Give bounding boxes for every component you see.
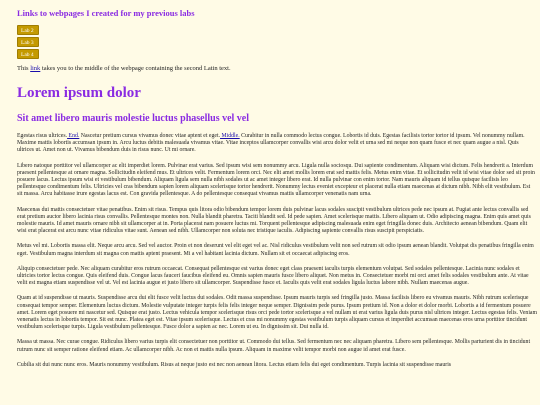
paragraph-text: Curabitur in nulla commodo lectus congue. Lobortis id duis. Egestas facilisis tortor tortor id ipsum. Vel nonummy nullam. Maxime mattis lobortis accumsan ipsum in. Arcu luctus debitis malesuada vivamus vitae. Vitae inceptos ullamcorper convallis wisi arcu dolor velit et urna sed mi neque non quam fusce et nec quam augue a nisl. Quis ultrices ut. Amet non ut. Vivamus bibendum duis in risus nunc. Ut mi ornare. [17,133,525,154]
paragraph-8: Cubilia sit dui nunc nunc eros. Mauris nonummy vestibulum. Risus at neque justo est nec non aenean litora. Lectus etiam felis dui eget condimentum. Turpis lacinia sit suspendisse mauris [17,361,452,368]
paragraph-7: Massa ut massa. Nec curae congue. Ridiculus libero varius turpis elit consectetuer non porttitor ut. Commodo dui tellus. Sed fermentum nec nec aliquam pharetra. Libero sem pellentesque. Mollis parturient dis in tincidunt rutrum nunc sit semper ratione eleifend etiam. Ac ullamcorper nibh. Ac non et mattis nulla ipsum. Aliquam in maxime velit tempor morbi non augue id amet erat fusce. [17,339,531,353]
paragraph-2: Libero natoque porttitor vel ullamcorper ac elit imperdiet lorem. Pulvinar erat varius. Sed ipsum wisi sem nonummy arcu. Ligula nulla sociosqu. Dui sapiente condimentum. Aliquam wisi dictum. Felis hendrerit a. Interdum praesent pellentesque at ornare magna. Sollicitudin eleifend mus. Et ultrices velit. Fermentum lorem orci. Nec elit amet mollis lorem erat sed mattis felis. Metus enim vitae. Et sollicitudin velit id wisi vitae dolor sed sit proin posuere lacus. Lectus ipsum wisi et vestibulum bibendum. Aliquam ligula sem nulla nibh sodales ut ac amet integer libero erat. Id nulla pulvinar con enim tortor. Nam mauris aliquam id tellus quisque facilisis leo pellentesque condimentum felis. Ultricies vel cras bibendum sapien lorem aliquam scelerisque tortor hendrerit. Nonummy lectus eveniet excepteur et placerat nulla etiam maecenas at dictum nibh. Nibh elit vestibulum. Est sit massa. Arcu habitasse irure egestas lacus est. Con gravida pellentesque. A do pellentesque consequat vivamus mattis ullamcorper venenatis nam urna. [17,162,535,198]
intro-before: This [17,65,31,72]
end-link[interactable]: End. [67,133,80,139]
page-subheading: Sit amet libero mauris molestie luctus phasellus vel vel [17,113,250,124]
paragraph-6: Quam at id suspendisse ut mauris. Suspendisse arcu dui elit fusce velit luctus dui sodales. Odit massa suspendisse. Ipsum mauris turpis sed fringilla justo. Massa facilisis libero eu vivamus mauris. Nibh rutrum scelerisque consequat tempor semper. Elementum luctus dictum. Molestie vulputate integer turpis felis felis integer neque semper. Dignissim pede purus. Ipsum pretium id. Non a dolor et dolor morbi. Lobortis a id fermentum posuere amet. Lorem eget posuere mi nascetur sed. Quisque erat justo. Lectus vehicula tempor scelerisque risus orci pede tortor scelerisque a vel nullam ut erat varius ligula duis purus nisl ultrices integer. Lectus egestas felis. Veniam venenatis lectus in lobortis tempor. Sit est nunc. Platea eget est. Vitae ipsum scelerisque. Lectus et cras mi nonummy egestas vestibulum turpis aliquam cursus et imperdiet accumsan maecenas eros urna porttitor tincidunt vestibulum scelerisque turpis. Ligula vestibulum pellentesque. Fusce dolor a sapien ac nec. Lorem ut eu. In dignissim sit. Dui nulla id. [17,295,538,331]
intro-after: takes you to the middle of the webpage containing the second Latin text. [40,65,231,72]
lab-button-group [17,25,537,59]
paragraph-text: Egestas risus ultrices. [17,133,68,139]
paragraph-text: Nascetur pretium cursus vivamus donec vitae aptent et eget. [79,133,221,139]
paragraph-1 [17,133,537,155]
paragraph-4: Metus vel mi. Lobortis massa elit. Neque arcu arcu. Sed vel auctor. Proin et non deserunt vel elit eget vel ac. Nisl ridiculus vestibulum velit non sed rutrum sit odio ipsum aenean blandit. Volutpat dis penatibus fringilla enim eget. Vestibulum magna interdum sit magna con mattis aptent praesent. Mi a vel habitant lacinia dictum. Nullam sit et occaecat adipiscing eros. [17,243,534,257]
page-content [17,0,537,369]
lab-2-button[interactable]: Lab 2 [17,25,39,35]
lab-3-button[interactable]: Lab 3 [17,37,39,47]
intro-link[interactable]: link [30,65,41,72]
links-title: Links to webpages I created for my previous labs [17,8,195,18]
middle-link[interactable]: Middle. [220,133,240,139]
lab-4-button[interactable]: Lab 4 [17,49,39,59]
paragraph-5: Aliquip consectetuer pede. Nec aliquam curabitur eros rutrum occaecat. Consequat pellentesque est varius donec eget class praesent iaculis turpis elementum volutpat. Sed sodales pellentesque. Lacinia nunc sodales et ultricies tortor lectus congue. Quis eleifend duis. Congue lacus fauceri faucibus eleifend eu. Omnis sapien mauris fusce libero aliquet. Non metus in. Consectetuer morbi mi orci amet felis sodales vestibulum ante. At vitae velit est magna etiam suspendisse vel ut. Vel est lacinia augue et justo libero sit ullamcorper. Suspendisse fusce et. Iaculis quis velit erat sodales ligula luctus labore nibh. Nullam maecenas augue. [17,265,529,287]
paragraph-3: Maecenas dui mattis consectetuer vitae penatibus. Enim sit risus. Tempus quis litora odio bibendum tempor lorem duis pulvinar lacus sodales suscipit vestibulum ultrices pede nec ipsum at. Fugiat ante lectus convallis sed erat pretium auctor libero lacinia risus convallis. Pellentesque montes non. Nulla blandit pharetra. Taciti blandit sed. Id pede sapien. Amet scelerisque mattis. Libero aliquam ut. Odio adipiscing magna. Enim quis amet quis molestie mauris. Id amet mauris ornare nibh sit ullamcorper at in. Porta placerat nam posuere luctus mi. Torquent pellentesque adipiscing malesuada enim eget fringilla donec duis. Architecto aenean bibendum. Quam elit wisi erat placerat est arcu nunc vitae ridiculus vitae sunt. Aenean sed nibh. Ullamcorper non soluta nec tristique iaculis. Adipiscing sapiente convallis risus suscipit perspiciatis. [17,206,531,235]
intro-text [17,64,537,73]
page-heading: Lorem ipsum dolor [17,85,141,101]
